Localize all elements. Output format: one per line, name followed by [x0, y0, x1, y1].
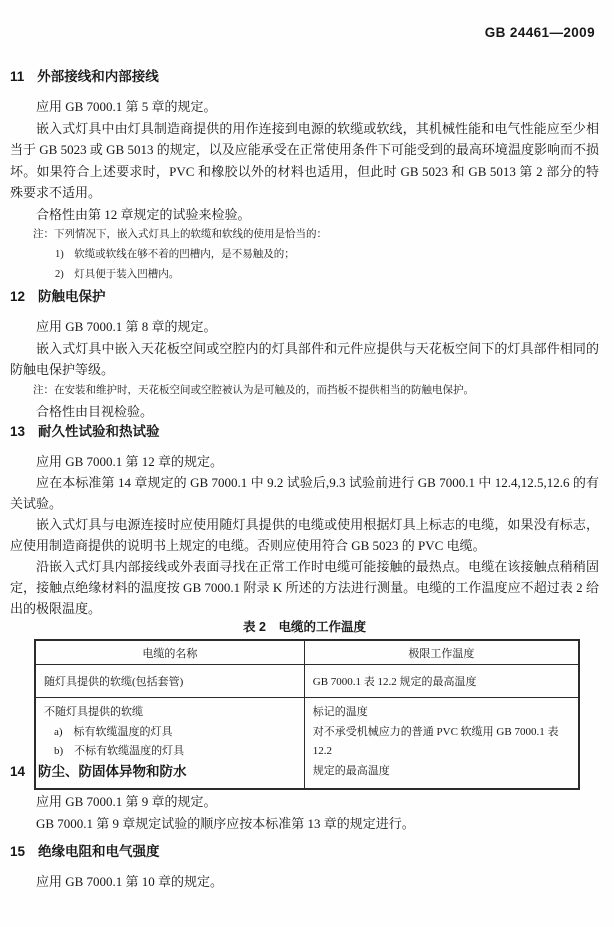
- cell-line: 规定的最高温度: [312, 764, 390, 777]
- paragraph: 嵌入式灯具与电源连接时应使用随灯具提供的电缆或使用根据灯具上标志的电缆，如果没有标志，应使用制造商提供的说明书上规定的电缆。否则应使用符合 GB 5023 的 PVC 电缆。: [10, 517, 599, 553]
- section-title: 绝缘电阻和电气强度: [38, 844, 160, 859]
- column-header-limit-temperature: 极限工作温度: [304, 640, 579, 665]
- section-11-heading: [10, 68, 599, 86]
- cell-cable-name: 随灯具提供的软缆(包括套管): [35, 665, 304, 698]
- section-title: 外部接线和内部接线: [37, 69, 159, 84]
- note-list-item: 1) 软缆或软线在够不着的凹槽内，是不易触及的；: [55, 249, 295, 260]
- paragraph: 合格性由第 12 章规定的试验来检验。: [36, 206, 251, 222]
- cell-line: 对不承受机械应力的普通 PVC 软缆用 GB 7000.1 表 12.2: [312, 725, 559, 757]
- section-number: 11: [10, 69, 25, 84]
- paragraph: 应用 GB 7000.1 第 9 章的规定。: [36, 794, 217, 809]
- cell-line: 不随灯具提供的软缆: [44, 706, 143, 718]
- section-13-endurance-thermal-test: [10, 423, 599, 619]
- section-number: 14: [10, 764, 26, 779]
- paragraph: 应用 GB 7000.1 第 10 章的规定。: [36, 874, 224, 889]
- section-title: 防尘、防固体异物和防水: [38, 764, 187, 779]
- paragraph: 嵌入式灯具中由灯具制造商提供的用作连接到电源的软缆或软线，其机械性能和电气性能应至少相当于 GB 5023 或 GB 5013 的规定，以及应能承受在正常使用条件下可能受到的最高环境温度影响而不损坏。如果符合上述要求时，PVC 和橡胶以外的材料也适用，但此时 GB 5023 和 GB 5013 第 2 部分的特殊要求不适用。: [10, 120, 599, 200]
- cell-limit-temperature: GB 7000.1 表 12.2 规定的最高温度: [304, 665, 579, 698]
- section-14-dust-solid-objects-water: [10, 763, 599, 834]
- column-header-cable-name: 电缆的名称: [35, 640, 304, 665]
- cell-line: b) 不标有软缆温度的灯具: [54, 745, 185, 757]
- section-15-insulation-resistance-electric-strength: [10, 843, 599, 893]
- paragraph: 嵌入式灯具中嵌入天花板空间或空腔内的灯具部件和元件应提供与天花板空间下的灯具部件相同的防触电保护等级。: [10, 340, 599, 377]
- paragraph: 沿嵌入式灯具内部接线或外表面寻找在正常工作时电缆可能接触的最热点。电缆在该接触点稍稍固定，接触点绝缘材料的温度按 GB 7000.1 附录 K 所述的方法进行测量。电缆的工作温度应不超过表 2 给出的极限温度。: [10, 559, 599, 616]
- note: 注：下列情况下，嵌入式灯具上的软缆和软线的使用是恰当的：: [33, 229, 327, 240]
- section-15-heading: [10, 843, 599, 861]
- paragraph: 应在本标准第 14 章规定的 GB 7000.1 中 9.2 试验后,9.3 试验前进行 GB 7000.1 中 12.4,12.5,12.6 的有关试验。: [10, 475, 599, 511]
- section-number: 15: [10, 844, 26, 859]
- section-12-heading: [10, 288, 599, 306]
- note: 注：在安装和维护时，天花板空间或空腔被认为是可触及的，而挡板不提供相当的防触电保护。: [33, 384, 474, 396]
- section-number: 12: [10, 289, 26, 304]
- section-12-protection-against-electric-shock: [10, 288, 599, 422]
- section-title: 耐久性试验和热试验: [38, 424, 160, 439]
- section-14-heading: [10, 763, 599, 781]
- section-13-heading: [10, 423, 599, 441]
- section-number: 13: [10, 424, 26, 439]
- table-2-caption: 表 2 电缆的工作温度: [243, 620, 366, 634]
- cell-line: a) 标有软缆温度的灯具: [54, 725, 173, 738]
- standard-number: GB 24461—2009: [484, 25, 595, 40]
- paragraph: 应用 GB 7000.1 第 5 章的规定。: [36, 99, 217, 114]
- paragraph: 合格性由目视检验。: [36, 403, 154, 419]
- table-row: [35, 665, 579, 698]
- section-11-external-internal-wiring: [10, 68, 599, 285]
- note-list-item: 2) 灯具便于装入凹槽内。: [55, 269, 180, 280]
- section-title: 防触电保护: [38, 289, 106, 304]
- table-header-row: [35, 640, 579, 665]
- cell-line: 标记的温度: [312, 706, 368, 718]
- paragraph: 应用 GB 7000.1 第 8 章的规定。: [36, 319, 217, 334]
- paragraph: 应用 GB 7000.1 第 12 章的规定。: [36, 454, 224, 469]
- paragraph: GB 7000.1 第 9 章规定试验的顺序应按本标准第 13 章的规定进行。: [36, 815, 415, 831]
